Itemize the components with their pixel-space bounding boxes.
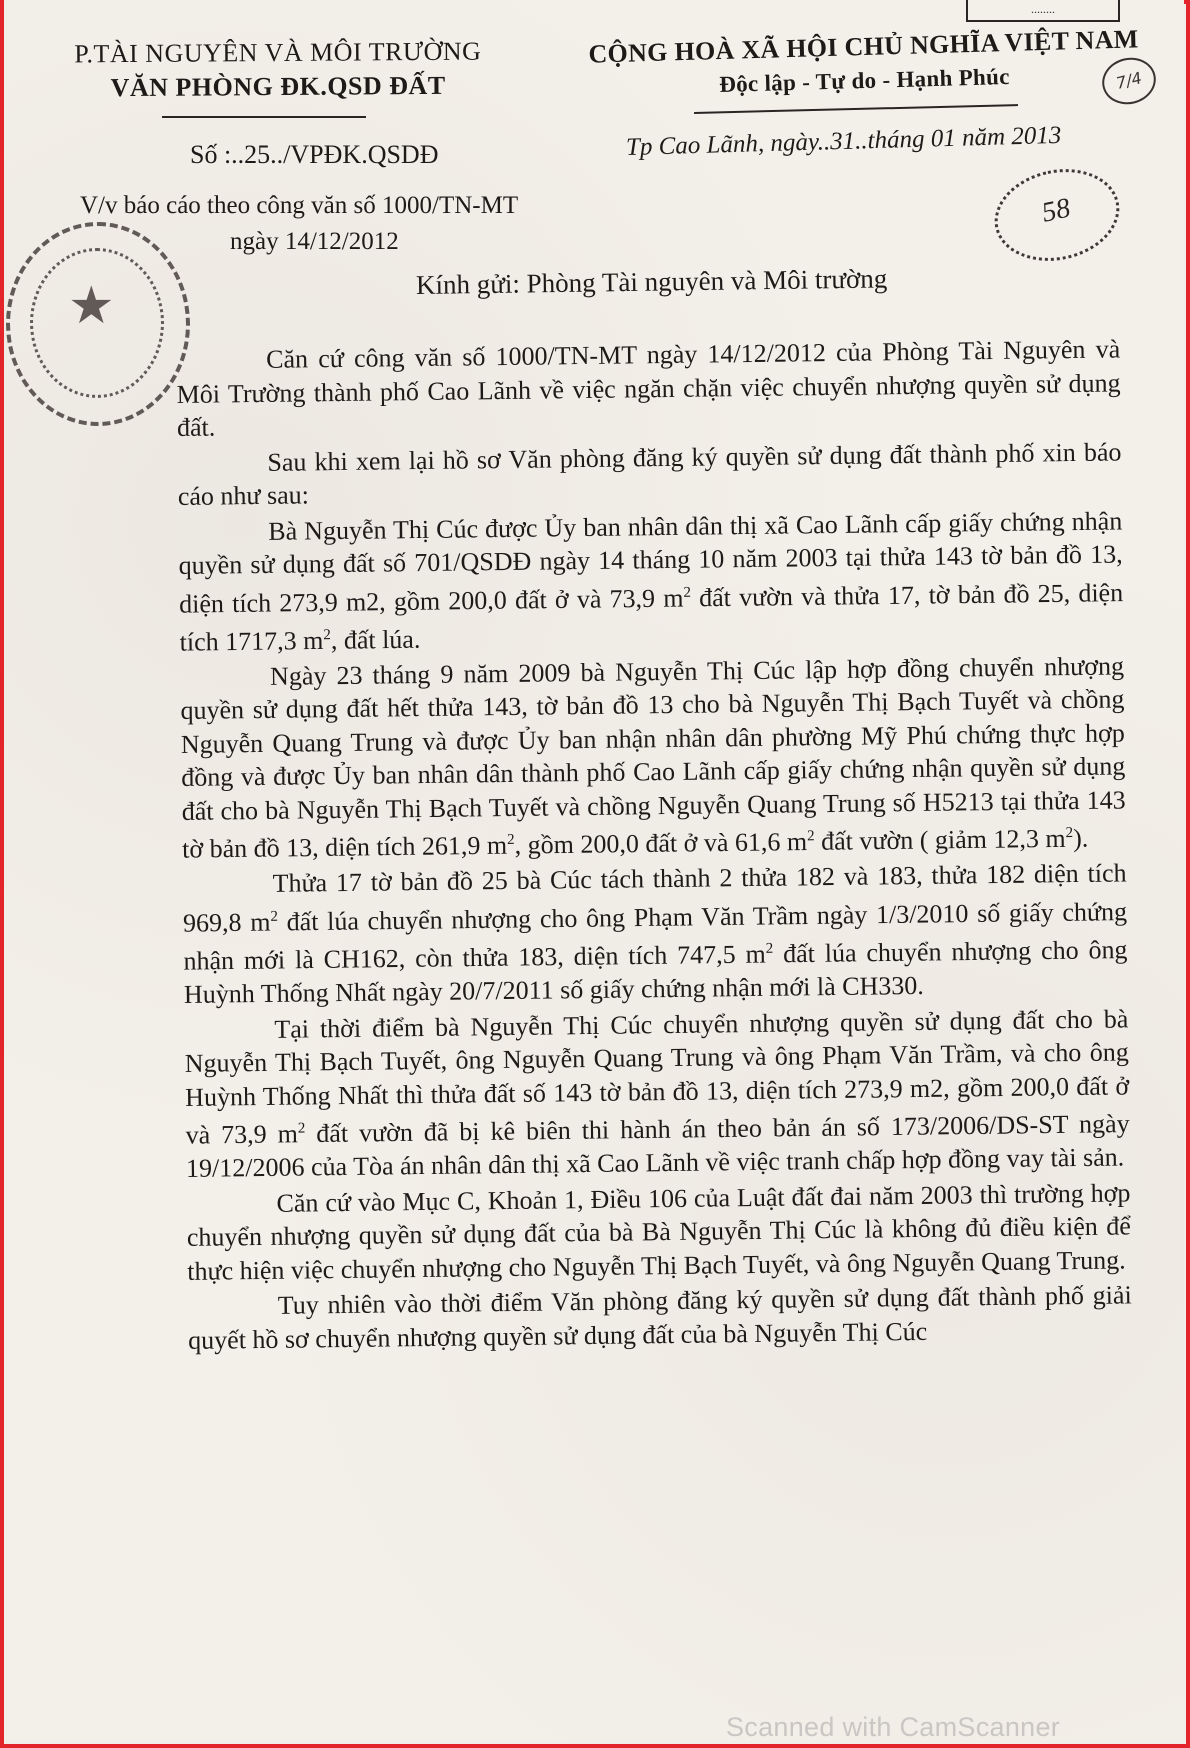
nation-line-1: CỘNG HOÀ XÃ HỘI CHỦ NGHĨA VIỆT NAM [588, 24, 1139, 69]
seal-star-icon: ★ [68, 276, 115, 336]
received-stamp [986, 158, 1128, 272]
document-number: Số :..25../VPĐK.QSDĐ [190, 140, 439, 169]
handwritten-circle-mark: 7/4 [1097, 52, 1161, 110]
motto-underline [694, 104, 1018, 114]
agency-line-2: VĂN PHÒNG ĐK.QSD ĐẤT [110, 70, 446, 103]
paragraph-6: Tại thời điểm bà Nguyễn Thị Cúc chuyển nhượng quyền sử dụng đất cho bà Nguyễn Thị Bạch Tuyết, ông Nguyễn Quang Trung và ông Phạm Văn Trầm, và cho ông Huỳnh Thống Nhất thì thửa đất số 143 tờ bản đồ 13, diện tích 273,9 m2, gồm 200,0 đất ở và 73,9 $m^2$ đất vườn đã bị kê biên thi hành án theo bản án số 173/2006/DS-ST ngày 19/12/2006 của Tòa án nhân dân thị xã Cao Lãnh về việc tranh chấp hợp đồng vay tài sản. [184, 1004, 1130, 1184]
paragraph-7: Căn cứ vào Mục C, Khoản 1, Điều 106 của Luật đất đai năm 2003 thì trường hợp chuyển nhượng quyền sử dụng đất của bà Bà Nguyễn Thị Cúc là không đủ điều kiện để thực hiện việc chuyển nhượng cho Nguyễn Thị Bạch Tuyết, và ông Nguyễn Quang Trung. [186, 1178, 1132, 1286]
agency-underline [162, 116, 366, 118]
recipient-line: Kính gửi: Phòng Tài nguyên và Môi trường [415, 263, 888, 300]
subject-line-2: ngày 14/12/2012 [230, 228, 399, 255]
paragraph-3: Bà Nguyễn Thị Cúc được Ủy ban nhân dân thị xã Cao Lãnh cấp giấy chứng nhận quyền sử dụng đất số 701/QSDĐ ngày 14 tháng 10 năm 2003 tại thửa 143 tờ bản đồ 13, diện tích 273,9 m2, gồm 200,0 đất ở và 73,9 $m^2$ đất vườn và thửa 17, tờ bản đồ 25, diện tích 1717,3 $m^2$, đất lúa. [178, 505, 1124, 657]
subject-line-1: V/v báo cáo theo công văn số 1000/TN-MT [80, 192, 519, 219]
agency-line-1: P.TÀI NGUYÊN VÀ MÔI TRƯỜNG [74, 36, 482, 69]
paragraph-2: Sau khi xem lại hồ sơ Văn phòng đăng ký quyền sử dụng đất thành phố xin báo cáo như sau: [177, 436, 1122, 511]
letter-body [176, 332, 1132, 1359]
place-and-date: Tp Cao Lãnh, ngày..31..tháng 01 năm 2013 [625, 121, 1062, 161]
nation-motto: Độc lập - Tự do - Hạnh Phúc [718, 63, 1011, 98]
issuing-agency [48, 34, 508, 105]
paragraph-1: Căn cứ công văn số 1000/TN-MT ngày 14/12/2012 của Phòng Tài Nguyên và Môi Trường thành phố Cao Lãnh về việc ngăn chặn việc chuyển nhượng quyền sử dụng đất. [176, 334, 1121, 442]
official-seal [6, 222, 190, 426]
paragraph-4: Ngày 23 tháng 9 năm 2009 bà Nguyễn Thị Cúc lập hợp đồng chuyển nhượng quyền sử dụng đất hết thửa 143, tờ bản đồ 13 cho bà Nguyễn Thị Bạch Tuyết và chồng Nguyễn Quang Trung và được Ủy ban nhận nhân dân phường Mỹ Phú chứng thực hợp đồng và được Ủy ban nhân dân thành phố Cao Lãnh cấp giấy chứng nhận quyền sử dụng đất cho bà Nguyễn Thị Bạch Tuyết và chồng Nguyễn Quang Trung số H5213 tại thửa 143 tờ bản đồ 13, diện tích 261,9 $m^2$, gồm 200,0 đất ở và 61,6 $m^2$ đất vườn ( giảm 12,3 $m^2$). [180, 651, 1126, 864]
document-page [4, 0, 1184, 1740]
scanner-watermark: Scanned with CamScanner [726, 1712, 1061, 1742]
received-stamp-number: 58 [1039, 192, 1073, 229]
paragraph-5: Thửa 17 tờ bản đồ 25 bà Cúc tách thành 2 thửa 182 và 183, thửa 182 diện tích 969,8 $m^2$ đất lúa chuyển nhượng cho ông Phạm Văn Trầm ngày 1/3/2010 số giấy chứng nhận mới là CH162, còn thửa 183, diện tích 747,5 $m^2$ đất lúa chuyển nhượng cho ông Huỳnh Thống Nhất ngày 20/7/2011 số giấy chứng nhận mới là CH330. [182, 858, 1128, 1010]
national-header [563, 22, 1165, 107]
paragraph-8: Tuy nhiên vào thời điểm Văn phòng đăng ký quyền sử dụng đất thành phố giải quyết hồ sơ chuyển nhượng quyền sử dụng đất của bà Nguyễn Thị Cúc [187, 1280, 1132, 1355]
corner-tab-box: ........ [966, 0, 1120, 22]
